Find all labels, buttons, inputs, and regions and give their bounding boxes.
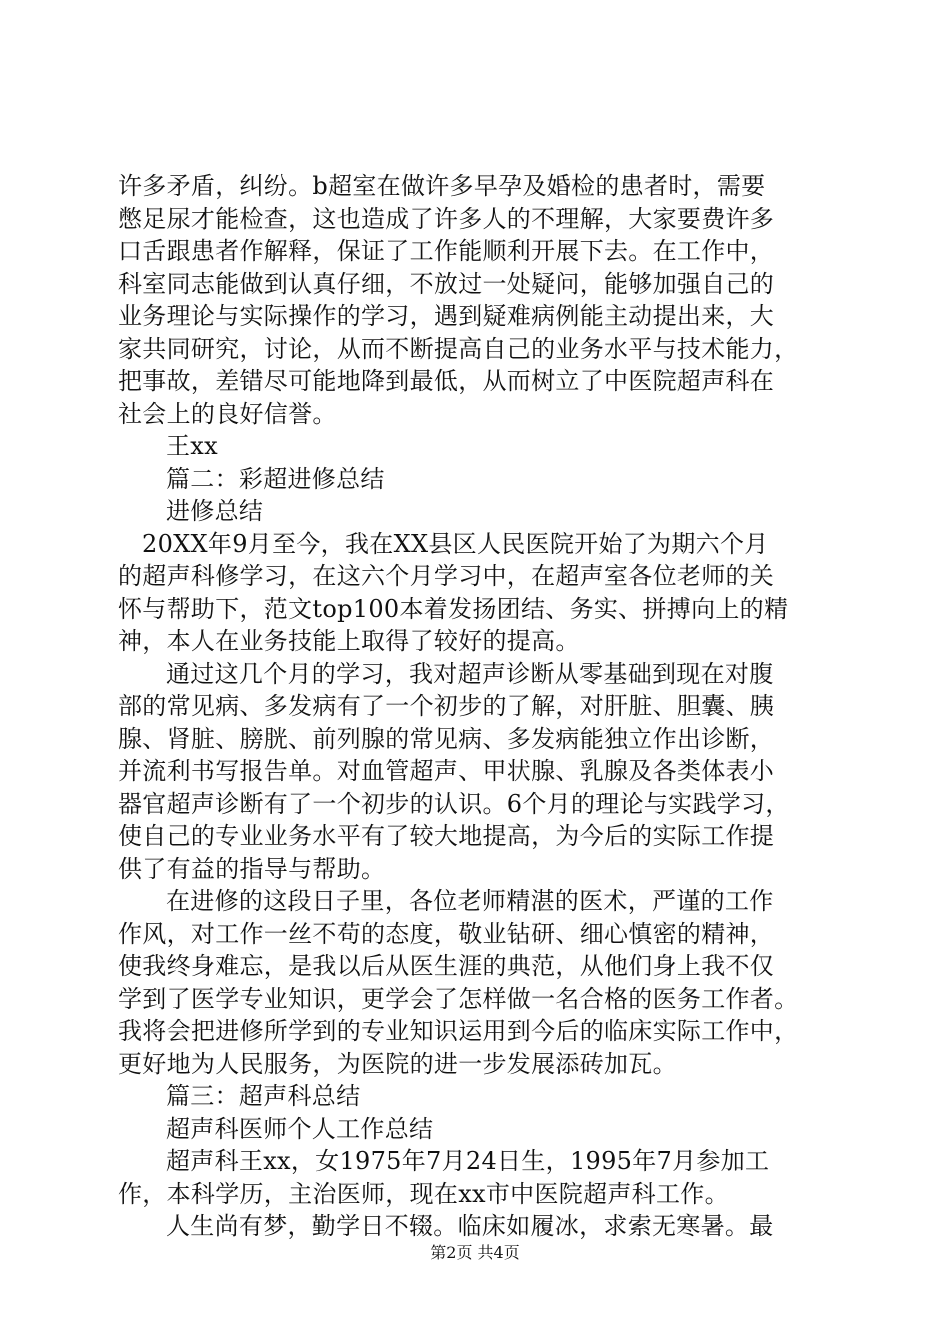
page-number-footer: 第2页 共4页: [430, 1243, 520, 1262]
text-line: 器官超声诊断有了一个初步的认识。6个月的理论与实践学习，: [118, 789, 790, 818]
text-line: 使自己的专业业务水平有了较大地提高，为今后的实际工作提: [118, 822, 775, 850]
text-line: 学到了医学专业知识，更学会了怎样做一名合格的医务工作者。: [118, 984, 799, 1013]
text-line: 业务理论与实际操作的学习，遇到疑难病例能主动提出来，大: [118, 302, 775, 330]
text-line: 使我终身难忘，是我以后从医生涯的典范，从他们身上我不仅: [118, 952, 775, 980]
text-line: 超声科王xx，女1975年7月24日生，1995年7月参加工: [166, 1147, 770, 1175]
text-line: 神，本人在业务技能上取得了较好的提高。: [118, 627, 580, 655]
section-subheading: 超声科医师个人工作总结: [166, 1114, 434, 1143]
text-line: 人生尚有梦，勤学日不辍。临床如履冰，求索无寒暑。最: [166, 1212, 774, 1240]
text-line: 并流利书写报告单。对血管超声、甲状腺、乳腺及各类体表小: [118, 757, 775, 785]
text-line: 供了有益的指导与帮助。: [118, 854, 386, 883]
text-line: 作风，对工作一丝不苟的态度，敬业钻研、细心慎密的精神，: [118, 919, 775, 948]
text-line: 怀与帮助下，范文top100本着发扬团结、务实、拼搏向上的精: [118, 594, 789, 623]
section-heading: 篇三：超声科总结: [166, 1082, 361, 1110]
document-body: [118, 170, 838, 1243]
text-line: 家共同研究，讨论，从而不断提高自己的业务水平与技术能力，: [118, 334, 799, 363]
text-line: 口舌跟患者作解释，保证了工作能顺利开展下去。在工作中，: [118, 237, 775, 265]
text-line: 科室同志能做到认真仔细，不放过一处疑问，能够加强自己的: [118, 269, 775, 298]
text-line: 的超声科修学习，在这六个月学习中，在超声室各位老师的关: [118, 562, 775, 590]
text-line: 我将会把进修所学到的专业知识运用到今后的临床实际工作中，: [118, 1017, 799, 1045]
text-line: 通过这几个月的学习，我对超声诊断从零基础到现在对腹: [166, 659, 774, 688]
section-subheading: 进修总结: [166, 497, 264, 525]
text-line: 憋足尿才能检查，这也造成了许多人的不理解，大家要费许多: [118, 204, 775, 233]
text-line: 部的常见病、多发病有了一个初步的了解，对肝脏、胆囊、胰: [118, 692, 775, 720]
section-heading: 篇二：彩超进修总结: [166, 464, 385, 493]
text-line: 把事故，差错尽可能地降到最低，从而树立了中医院超声科在: [118, 367, 775, 395]
signature-line: 王xx: [166, 432, 218, 460]
text-line: 许多矛盾，纠纷。b超室在做许多早孕及婚检的患者时，需要: [118, 172, 766, 200]
text-line: 更好地为人民服务，为医院的进一步发展添砖加瓦。: [118, 1049, 677, 1078]
text-line: 20XX年9月至今，我在XX县区人民医院开始了为期六个月: [142, 529, 769, 558]
text-line: 在进修的这段日子里，各位老师精湛的医术，严谨的工作: [166, 887, 774, 915]
text-line: 腺、肾脏、膀胱、前列腺的常见病、多发病能独立作出诊断，: [118, 724, 775, 753]
text-line: 作，本科学历，主治医师，现在xx市中医院超声科工作。: [118, 1179, 729, 1208]
text-line: 社会上的良好信誉。: [118, 399, 337, 428]
